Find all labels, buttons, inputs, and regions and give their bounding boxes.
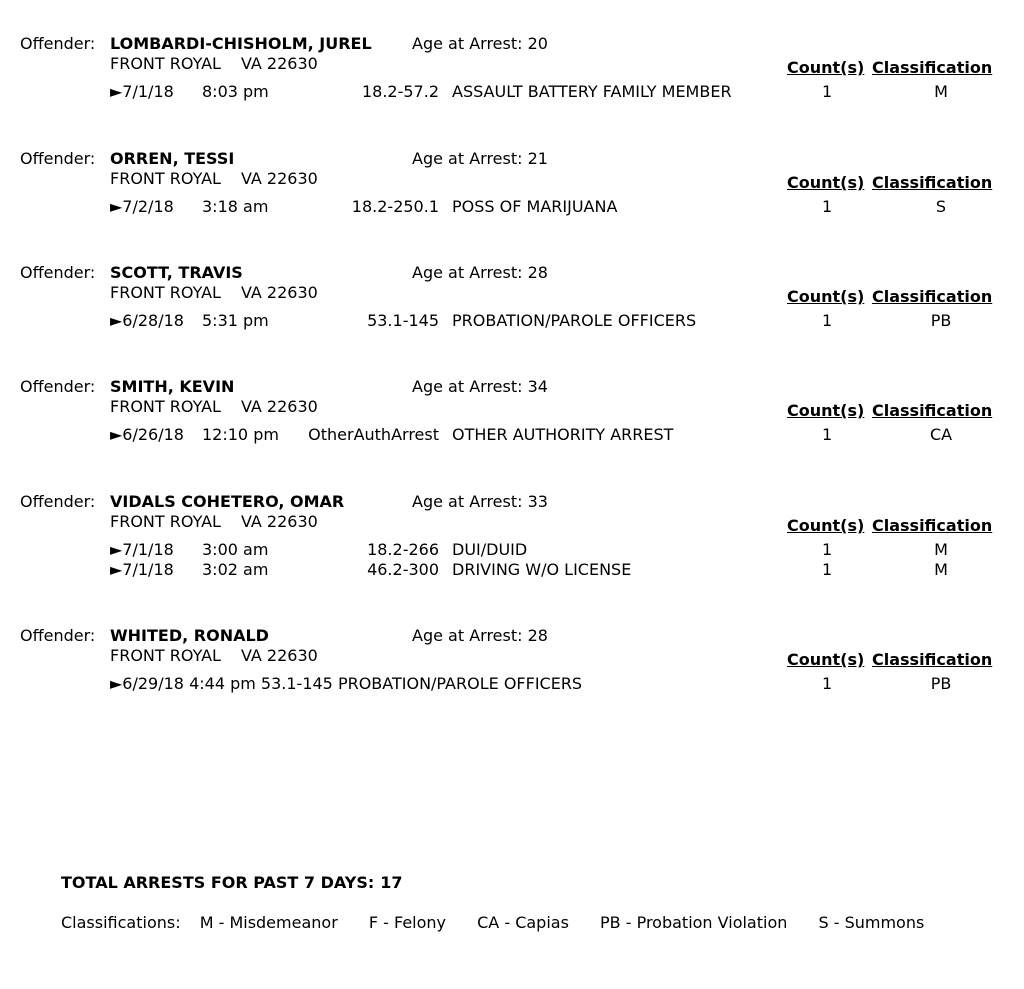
offender-name: LOMBARDI-CHISHOLM, JUREL: [110, 34, 372, 53]
charge-time: 3:00 am: [202, 540, 269, 559]
offender-name: VIDALS COHETERO, OMAR: [110, 492, 345, 511]
charge-date: ►6/26/18: [110, 425, 184, 444]
charge-code: 53.1-145: [367, 311, 439, 330]
age-label: Age at Arrest:: [412, 626, 523, 645]
counts-column-header: Count(s): [787, 650, 865, 669]
charge-date: ►7/1/18: [110, 540, 174, 559]
offender-address: [110, 646, 318, 665]
charge-time: 5:31 pm: [202, 311, 269, 330]
charge-description: ASSAULT BATTERY FAMILY MEMBER: [452, 82, 732, 101]
address-city: FRONT ROYAL: [110, 397, 221, 416]
address-state-zip: VA 22630: [240, 646, 318, 665]
address-state-zip: VA 22630: [240, 169, 318, 188]
charge-line: ►6/29/18 4:44 pm 53.1-145 PROBATION/PAROLE OFFICERS: [110, 674, 583, 693]
charge-row: [0, 82, 1024, 102]
charge-time: 8:03 pm: [202, 82, 269, 101]
address-city: FRONT ROYAL: [110, 512, 221, 531]
age-label: Age at Arrest:: [412, 263, 523, 282]
charge-row: [0, 674, 1024, 694]
charge-classification: M: [934, 560, 948, 579]
age-at-arrest: [412, 626, 548, 645]
offender-address: [110, 283, 318, 302]
charge-row: [0, 540, 1024, 560]
counts-column-header: Count(s): [787, 173, 865, 192]
age-label: Age at Arrest:: [412, 492, 523, 511]
classification-legend: [61, 913, 950, 932]
address-city: FRONT ROYAL: [110, 646, 221, 665]
age-at-arrest: [412, 263, 548, 282]
offender-block: [0, 263, 1024, 363]
charge-code: 18.2-57.2: [361, 82, 439, 101]
charge-classification: M: [934, 540, 948, 559]
charge-code: 18.2-250.1: [351, 197, 439, 216]
charge-code: OtherAuthArrest: [308, 425, 439, 444]
age-at-arrest: [412, 492, 548, 511]
legend-item-misdemeanor: M - Misdemeanor: [199, 913, 338, 932]
counts-column-header: Count(s): [787, 401, 865, 420]
offender-label: Offender:: [20, 149, 96, 168]
age-at-arrest: [412, 377, 548, 396]
charge-date: ►7/1/18: [110, 82, 174, 101]
age-value: 20: [527, 34, 548, 53]
charge-count: 1: [822, 674, 833, 693]
total-arrests: [61, 873, 403, 892]
charge-description: POSS OF MARIJUANA: [452, 197, 618, 216]
charge-date: ►7/2/18: [110, 197, 174, 216]
legend-item-felony: F - Felony: [368, 913, 447, 932]
charge-date: ►6/28/18: [110, 311, 184, 330]
charge-classification: PB: [930, 311, 952, 330]
offender-name: WHITED, RONALD: [110, 626, 269, 645]
charge-time: 3:18 am: [202, 197, 269, 216]
counts-column-header: Count(s): [787, 58, 865, 77]
age-label: Age at Arrest:: [412, 34, 523, 53]
charge-time: 12:10 pm: [202, 425, 279, 444]
charge-row: [0, 560, 1024, 580]
charge-description: OTHER AUTHORITY ARREST: [452, 425, 674, 444]
age-at-arrest: [412, 149, 548, 168]
age-value: 28: [527, 263, 548, 282]
address-state-zip: VA 22630: [240, 54, 318, 73]
address-state-zip: VA 22630: [240, 512, 318, 531]
offender-address: [110, 54, 318, 73]
address-city: FRONT ROYAL: [110, 169, 221, 188]
address-city: FRONT ROYAL: [110, 54, 221, 73]
legend-item-capias: CA - Capias: [477, 913, 569, 932]
charge-description: DRIVING W/O LICENSE: [452, 560, 632, 579]
age-value: 28: [527, 626, 548, 645]
address-state-zip: VA 22630: [240, 397, 318, 416]
charge-classification: S: [935, 197, 947, 216]
address-state-zip: VA 22630: [240, 283, 318, 302]
charge-time: 3:02 am: [202, 560, 269, 579]
classification-column-header: Classification: [872, 516, 993, 535]
classification-column-header: Classification: [872, 58, 993, 77]
charge-date: ►7/1/18: [110, 560, 174, 579]
age-value: 21: [527, 149, 548, 168]
charge-description: PROBATION/PAROLE OFFICERS: [452, 311, 697, 330]
charge-count: 1: [822, 311, 833, 330]
charge-description: DUI/DUID: [452, 540, 528, 559]
offender-block: [0, 34, 1024, 134]
age-label: Age at Arrest:: [412, 377, 523, 396]
classification-column-header: Classification: [872, 650, 993, 669]
legend-item-summons: S - Summons: [818, 913, 925, 932]
legend-item-probation-violation: PB - Probation Violation: [600, 913, 788, 932]
charge-classification: PB: [930, 674, 952, 693]
offender-address: [110, 512, 318, 531]
charge-count: 1: [822, 197, 833, 216]
counts-column-header: Count(s): [787, 287, 865, 306]
offender-address: [110, 397, 318, 416]
offender-block: [0, 492, 1024, 592]
charge-code: 18.2-266: [367, 540, 439, 559]
charge-count: 1: [822, 540, 833, 559]
age-label: Age at Arrest:: [412, 149, 523, 168]
offender-label: Offender:: [20, 626, 96, 645]
classification-column-header: Classification: [872, 287, 993, 306]
counts-column-header: Count(s): [787, 516, 865, 535]
offender-name: SCOTT, TRAVIS: [110, 263, 243, 282]
offender-label: Offender:: [20, 492, 96, 511]
offender-name: SMITH, KEVIN: [110, 377, 235, 396]
charge-classification: CA: [929, 425, 953, 444]
charge-count: 1: [822, 560, 833, 579]
total-value: 17: [380, 873, 403, 892]
charge-code: 46.2-300: [367, 560, 439, 579]
legend-label: Classifications:: [61, 913, 181, 932]
age-value: 34: [527, 377, 548, 396]
offender-block: [0, 149, 1024, 249]
offender-block: [0, 626, 1024, 726]
offender-label: Offender:: [20, 263, 96, 282]
classification-column-header: Classification: [872, 401, 993, 420]
age-value: 33: [527, 492, 548, 511]
total-label: TOTAL ARRESTS FOR PAST 7 DAYS:: [61, 873, 375, 892]
offender-block: [0, 377, 1024, 477]
charge-row: [0, 197, 1024, 217]
offender-label: Offender:: [20, 377, 96, 396]
offender-label: Offender:: [20, 34, 96, 53]
classification-column-header: Classification: [872, 173, 993, 192]
charge-row: [0, 311, 1024, 331]
address-city: FRONT ROYAL: [110, 283, 221, 302]
offender-name: ORREN, TESSI: [110, 149, 235, 168]
charge-classification: M: [934, 82, 948, 101]
offender-address: [110, 169, 318, 188]
charge-count: 1: [822, 82, 833, 101]
charge-count: 1: [822, 425, 833, 444]
age-at-arrest: [412, 34, 548, 53]
charge-row: [0, 425, 1024, 445]
